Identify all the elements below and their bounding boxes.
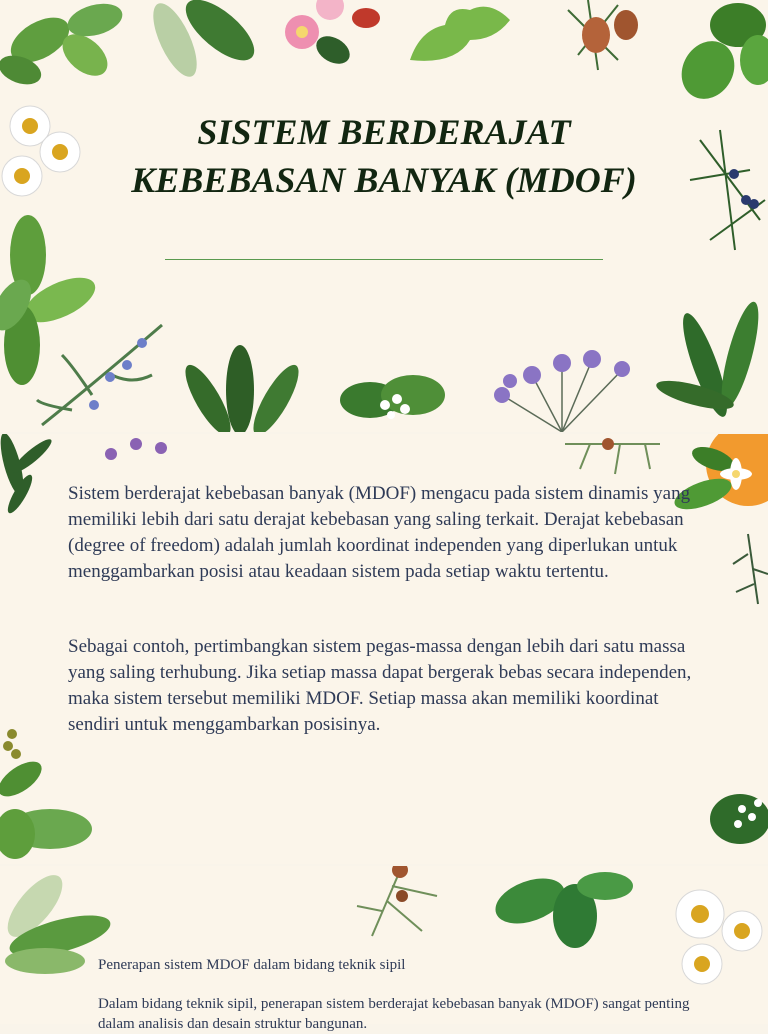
cedar-sprig-icon	[352, 866, 447, 941]
intro-paragraph: Sistem berderajat kebebasan banyak (MDOF) mengacu pada sistem dinamis yang memiliki lebih dari satu derajat kebebasan yang saling terkait. Derajat kebebasan (degree of freedom) adalah jumlah koordinat independen yang diperlukan untuk menggambarkan posisi atau keadaan sistem pada setiap waktu tertentu.	[68, 483, 691, 582]
slide-title	[0, 108, 768, 204]
purple-wildflowers-icon	[482, 345, 642, 432]
sage-leaves-icon	[145, 0, 260, 90]
lavender-sprig-icon	[32, 315, 172, 432]
title-divider	[165, 259, 603, 260]
cedar-branch-icon	[560, 434, 665, 479]
tulip-leaves-icon	[178, 345, 308, 432]
application-paragraph: Dalam bidang teknik sipil, penerapan sistem berderajat kebebasan banyak (MDOF) sangat penting dalam analisis dan desain struktur bangunan.	[98, 996, 690, 1032]
berry-branch-icon	[0, 724, 100, 864]
title-line-2: KEBEBASAN BANYAK (MDOF)	[131, 160, 637, 200]
basil-leaves-icon	[668, 0, 768, 105]
white-blossom-icon	[700, 779, 768, 864]
daisy-flowers-icon	[670, 886, 768, 1006]
white-flower-bush-icon	[335, 355, 450, 432]
pink-flower-icon	[278, 0, 388, 80]
lavender-buds-icon	[96, 434, 176, 466]
example-paragraph: Sebagai contoh, pertimbangkan sistem pegas-massa dengan lebih dari satu massa yang saling terhubung. Jika setiap massa dapat bergerak bebas secara independen, maka sistem tersebut memiliki MDOF. Setiap massa akan memiliki koordinat sendiri untuk menggambarkan posisinya.	[68, 636, 692, 735]
palm-fronds-icon	[0, 434, 60, 524]
pine-branch-icon	[558, 0, 648, 80]
title-slide	[0, 0, 768, 432]
tall-leaves-icon	[655, 295, 768, 432]
fern-sprig-icon	[728, 534, 768, 604]
mint-leaves-icon	[0, 0, 130, 100]
title-line-1: SISTEM BERDERAJAT	[197, 112, 571, 152]
oak-leaf-icon	[400, 0, 520, 75]
green-leaves-icon	[495, 866, 635, 956]
section-heading: Penerapan sistem MDOF dalam bidang teknik sipil	[98, 957, 406, 973]
